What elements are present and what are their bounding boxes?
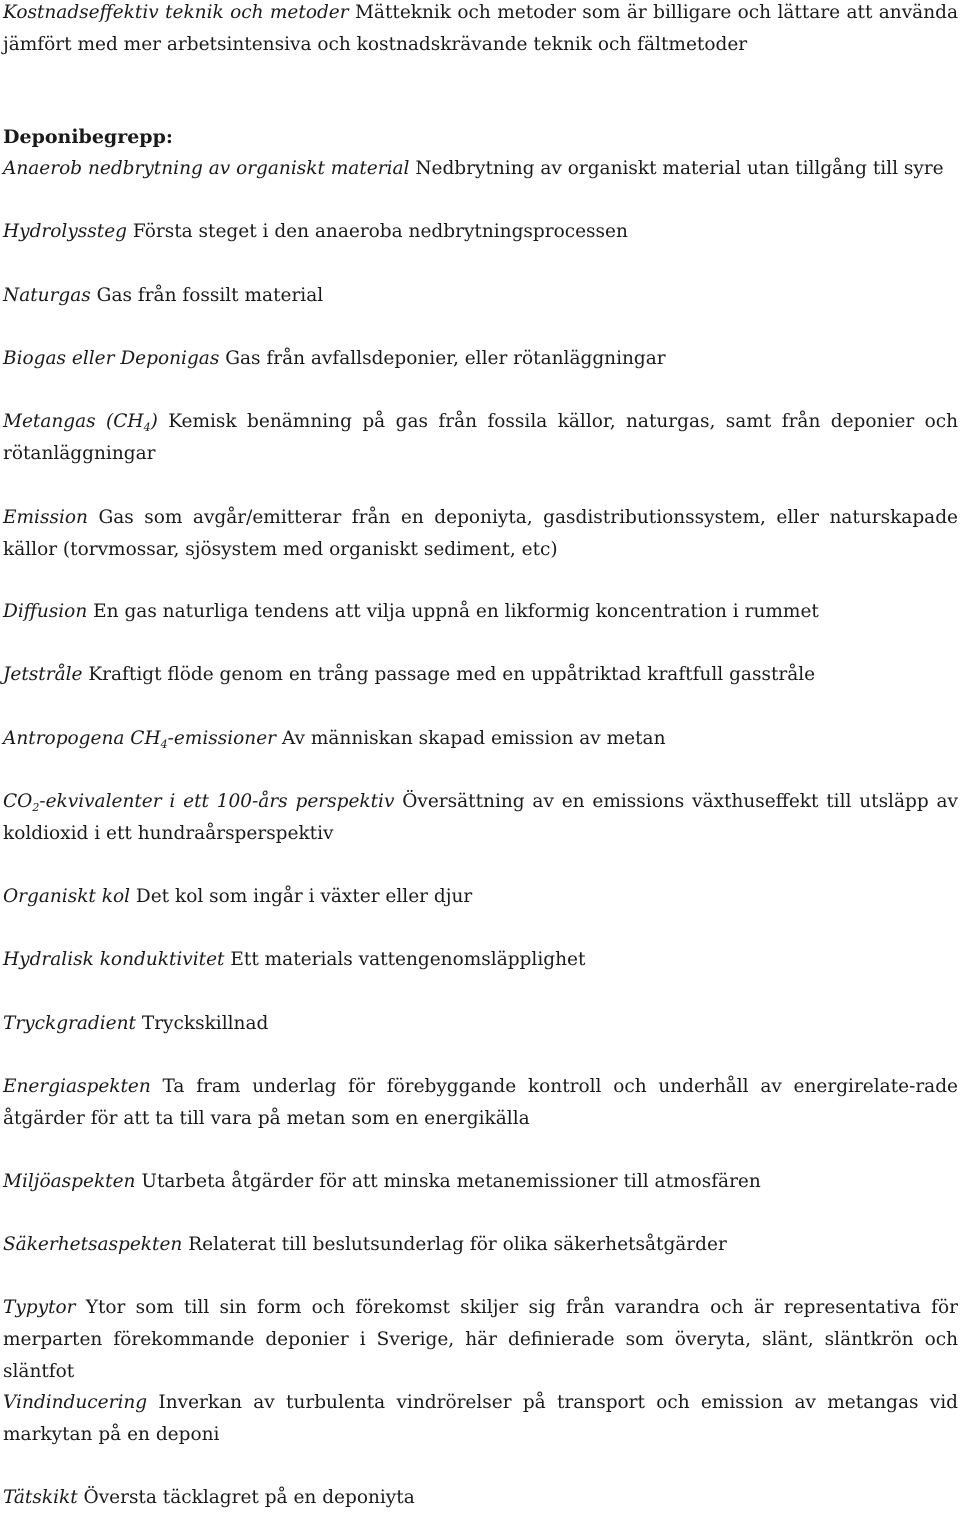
subscript: 2 <box>32 801 40 814</box>
term: Emission <box>3 507 88 528</box>
definition-entry <box>3 723 958 755</box>
term: Kostnadseffektiv teknik och metoder <box>3 2 349 23</box>
term: Diffusion <box>3 601 88 622</box>
definition-entry <box>3 280 958 312</box>
definition: Mätteknik och metoder som är billigare och lättare att använda jämfört med mer arbetsintensiva och kostnadskrävande teknik och fältmetoder <box>3 2 958 55</box>
definition-entry <box>3 153 958 185</box>
term: Jetstråle <box>3 664 83 685</box>
definition: Ytor som till sin form och förekomst skiljer sig från varandra och är representativa för merparten förekommande deponier i Sverige, här definierade som överyta, slänt, släntkrön och släntfot <box>3 1297 958 1382</box>
definition-entry <box>3 1482 958 1514</box>
subscript: 4 <box>143 421 151 434</box>
definition: Relaterat till beslutsunderlag för olika säkerhetsåtgärder <box>188 1234 727 1255</box>
definition: En gas naturliga tendens att vilja uppnå en likformig koncentration i rummet <box>93 601 819 622</box>
section-heading: Deponibegrepp: <box>3 126 173 148</box>
definition-entry <box>3 1229 958 1261</box>
definition-entry <box>3 786 958 850</box>
term: Hydralisk konduktivitet <box>3 949 225 970</box>
definition: Kemisk benämning på gas från fossila källor, naturgas, samt från deponier och rötanläggningar <box>3 411 958 464</box>
definition: Ett materials vattengenomsläpplighet <box>230 949 586 970</box>
definition-entry <box>3 1008 958 1040</box>
definition: Gas som avgår/emitterar från en deponiyta, gasdistributionssystem, eller naturskapade källor (torvmossar, sjösystem med organiskt sediment, etc) <box>3 507 959 560</box>
definition: Gas från avfallsdeponier, eller rötanläggningar <box>225 348 666 369</box>
term: $CO_2$-ekvivalenter i ett 100-års perspektiv <box>3 791 395 814</box>
term: Biogas eller Deponigas <box>3 348 220 369</box>
definition: Utarbeta åtgärder för att minska metanemissioner till atmosfären <box>141 1171 761 1192</box>
definition-entry <box>3 596 958 628</box>
definition: Det kol som ingår i växter eller djur <box>135 886 473 907</box>
definition: Översättning av en emissions växthuseffekt till utsläpp av koldioxid i ett hundraårsperspektiv <box>3 791 958 844</box>
definition: Inverkan av turbulenta vindrörelser på transport och emission av metangas vid markytan på en deponi <box>3 1392 958 1445</box>
term: Typytor <box>3 1297 76 1318</box>
definition-entry <box>3 1071 958 1135</box>
term: Tätskikt <box>3 1487 78 1508</box>
term: Hydrolyssteg <box>3 221 127 242</box>
definition-entry <box>3 1166 958 1198</box>
definition-entry <box>3 406 958 470</box>
definition: Ta fram underlag för förebyggande kontroll och underhåll av energirelate-rade åtgärder för att ta till vara på metan som en energikälla <box>3 1076 958 1129</box>
definition-entry <box>3 881 958 913</box>
term: Metangas $(CH_4)$ <box>3 411 158 434</box>
term: Miljöaspekten <box>3 1171 136 1192</box>
definition: Av människan skapad emission av metan <box>281 728 666 749</box>
definition: Nedbrytning av organiskt material utan tillgång till syre <box>415 158 944 179</box>
definition-entry <box>3 343 958 375</box>
term: Tryckgradient <box>3 1013 136 1034</box>
term: Anaerob nedbrytning av organiskt material <box>3 158 410 179</box>
definition: Kraftigt flöde genom en trång passage med en uppåtriktad kraftfull gasstråle <box>88 664 816 685</box>
term: Organiskt kol <box>3 886 130 907</box>
definition-entry <box>3 659 958 691</box>
definition-entry <box>3 1387 958 1451</box>
definition: Första steget i den anaeroba nedbrytningsprocessen <box>132 221 628 242</box>
definition-entry <box>3 502 958 566</box>
definition-entry <box>3 216 958 248</box>
term: Vindinducering <box>3 1392 148 1413</box>
definition-entry <box>3 1292 958 1388</box>
term: Naturgas <box>3 285 91 306</box>
definition-intro <box>3 0 958 61</box>
definition: Översta täcklagret på en deponiyta <box>83 1487 415 1508</box>
term: Antropogena $CH_4$-emissioner <box>3 728 276 751</box>
subscript: 4 <box>160 738 168 751</box>
term: Energiaspekten <box>3 1076 151 1097</box>
definition: Gas från fossilt material <box>96 285 324 306</box>
definition-entry <box>3 944 958 976</box>
term: Säkerhetsaspekten <box>3 1234 183 1255</box>
definition: Tryckskillnad <box>141 1013 269 1034</box>
